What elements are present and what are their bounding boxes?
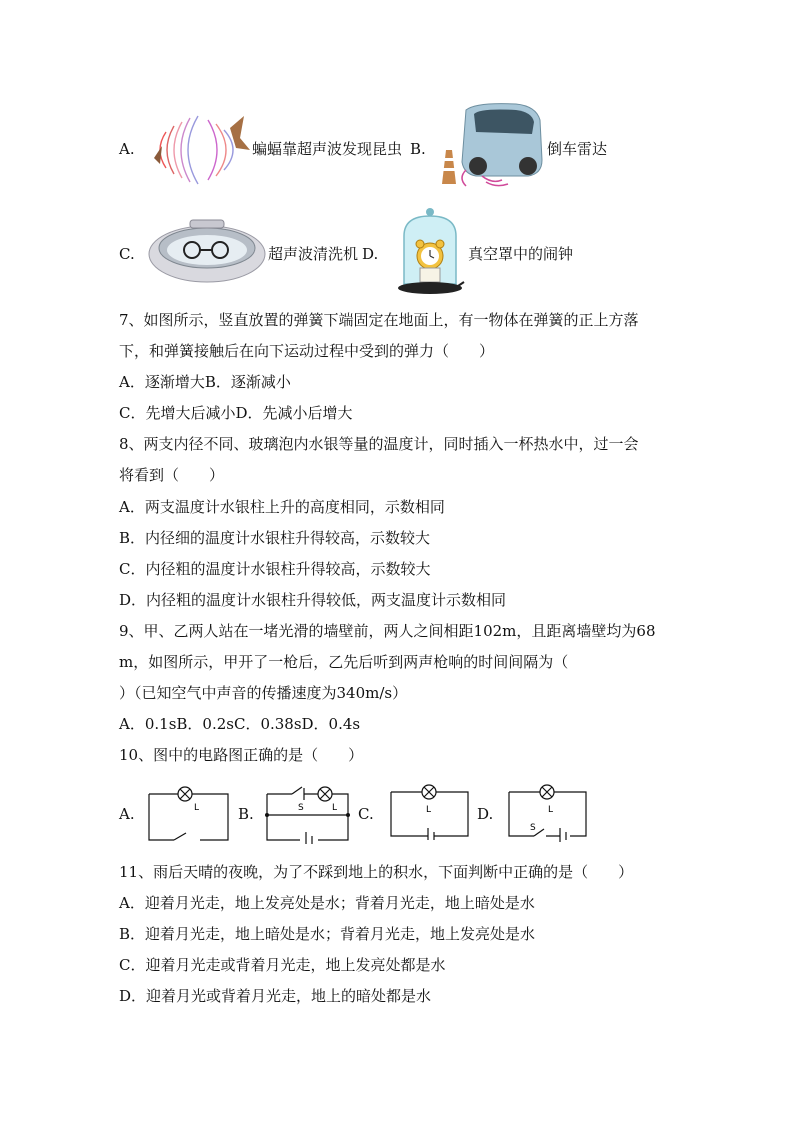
q9-stem-line-1: 9、甲、乙两人站在一堵光滑的墙壁前，两人之间相距102m，且距离墙壁均为68 [119,622,656,640]
option-b-caption: 倒车雷达 [547,140,608,158]
q9-options: A．0.1sB．0.2sC．0.38sD．0.4s [119,715,361,733]
q10-option-a-letter: A. [119,805,135,823]
q11-option-a: A．迎着月光走，地上发亮处是水；背着月光走，地上暗处是水 [119,894,535,912]
option-b-letter: B. [410,140,426,158]
option-a-caption: 蝙蝠靠超声波发现昆虫 [252,140,403,158]
q9-stem-line-3: ）（已知空气中声音的传播速度为340m/s） [119,684,408,702]
q8-stem-line-1: 8、两支内径不同、玻璃泡内水银等量的温度计，同时插入一杯热水中，过一会 [119,435,639,453]
q10-stem: 10、图中的电路图正确的是（ ） [119,746,364,764]
q8-option-d: D．内径粗的温度计水银柱升得较低，两支温度计示数相同 [119,591,507,609]
circuit-diagram-d [506,782,590,842]
q10-option-c-letter: C. [358,805,374,823]
q8-option-a: A．两支温度计水银柱上升的高度相同，示数相同 [119,498,445,516]
q11-option-d: D．迎着月光或背着月光走，地上的暗处都是水 [119,987,432,1005]
circuit-diagram-b [264,784,352,844]
option-c-letter: C. [119,245,135,263]
option-d-caption: 真空罩中的闹钟 [468,245,574,263]
car-reversing-radar-image [436,100,546,188]
q10-option-d-letter: D. [477,805,494,823]
option-a-letter: A. [119,140,135,158]
q7-options-cd: C．先增大后减小D．先减小后增大 [119,404,353,422]
circuit-d-switch-label: S [530,823,536,833]
vacuum-bell-jar-alarm-clock-image [394,206,466,298]
q7-options-ab: A．逐渐增大B．逐渐减小 [119,373,291,391]
circuit-b-lamp-label: L [332,803,338,813]
q7-stem-line-2: 下，和弹簧接触后在向下运动过程中受到的弹力（ ） [119,342,495,360]
circuit-b-switch-label: S [298,803,304,813]
q8-stem-line-2: 将看到（ ） [119,466,225,484]
ultrasonic-cleaner-image [146,212,268,286]
q11-stem: 11、雨后天晴的夜晚，为了不踩到地上的积水，下面判断中正确的是（ ） [119,863,634,881]
option-d-letter: D. [362,245,379,263]
circuit-diagram-c [388,780,472,840]
circuit-a-lamp-label: L [194,803,200,813]
q10-option-b-letter: B. [238,805,254,823]
q7-stem-line-1: 7、如图所示，竖直放置的弹簧下端固定在地面上，有一物体在弹簧的正上方落 [119,311,639,329]
circuit-d-lamp-label: L [548,805,554,815]
bat-ultrasound-image [152,108,252,192]
circuit-c-lamp-label: L [426,805,432,815]
option-c-caption: 超声波清洗机 [268,245,359,263]
q8-option-b: B．内径细的温度计水银柱升得较高，示数较大 [119,529,431,547]
circuit-diagram-a [146,784,232,844]
q8-option-c: C．内径粗的温度计水银柱升得较高，示数较大 [119,560,431,578]
q11-option-b: B．迎着月光走，地上暗处是水；背着月光走，地上发亮处是水 [119,925,536,943]
q11-option-c: C．迎着月光走或背着月光走，地上发亮处都是水 [119,956,446,974]
q9-stem-line-2: m，如图所示，甲开了一枪后，乙先后听到两声枪响的时间间隔为（ [119,653,569,671]
